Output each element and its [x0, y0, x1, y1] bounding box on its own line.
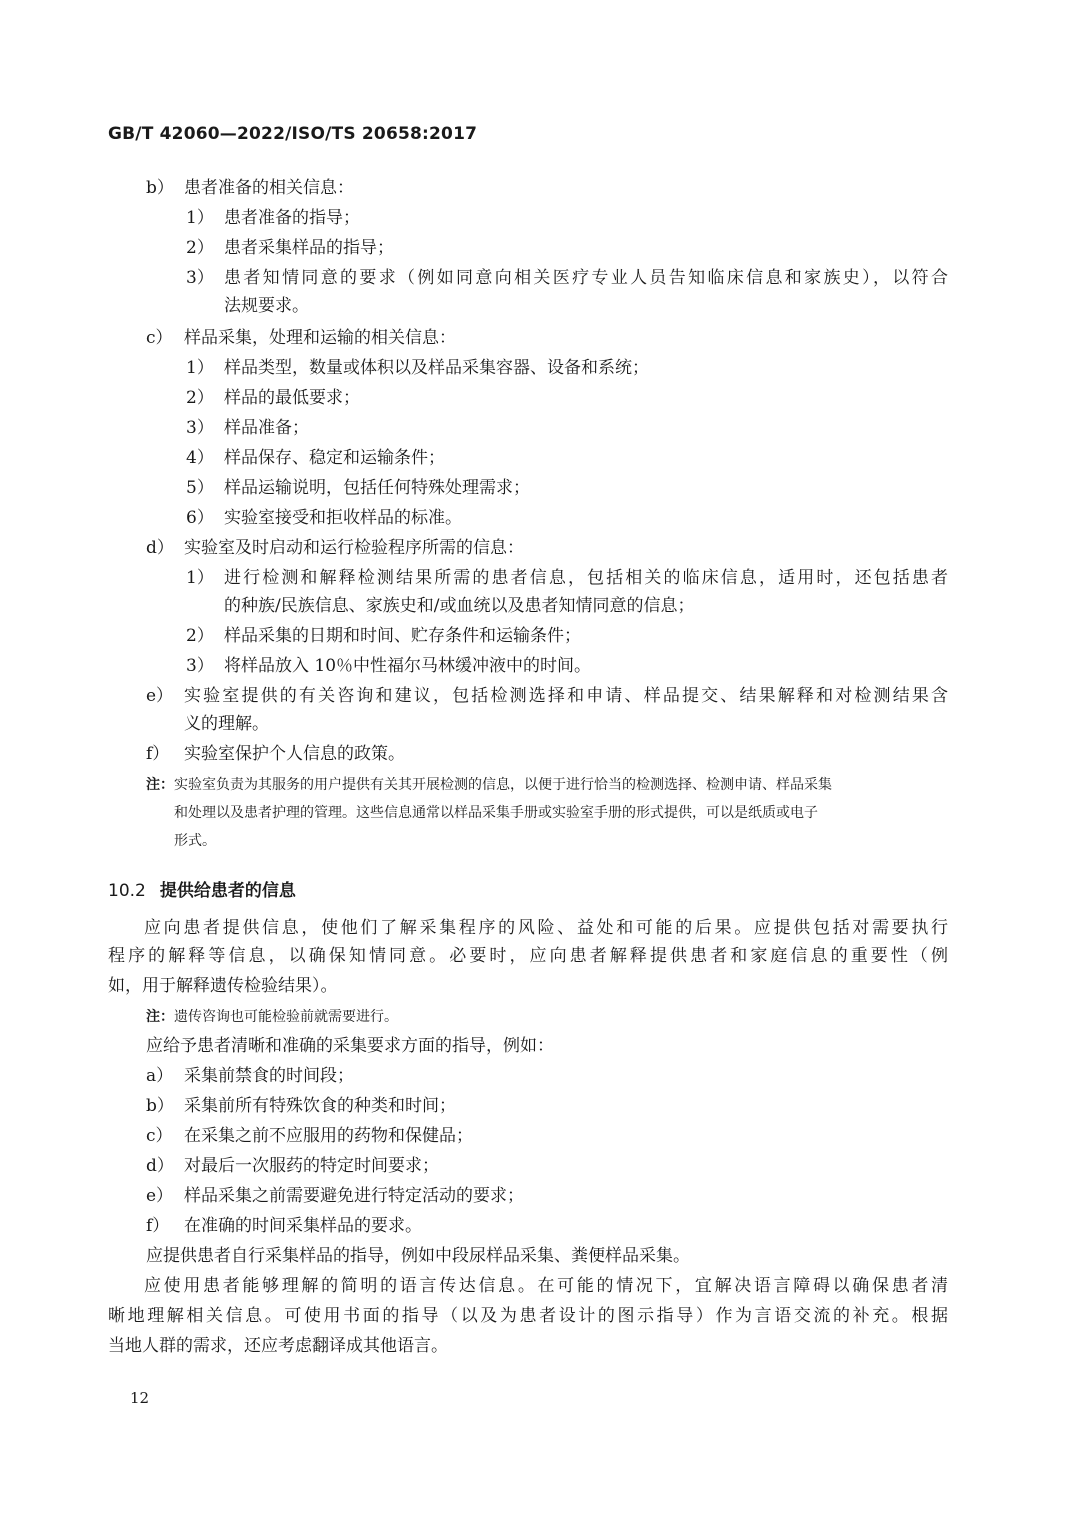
sublist-label: 1）: [186, 568, 214, 588]
paragraph-line: 程序的解释等信息，以确保知情同意。必要时，应向患者解释提供患者和家庭信息的重要性（例: [108, 946, 948, 966]
list-label: a）: [146, 1066, 174, 1086]
sublist-label: 2）: [186, 388, 214, 408]
list-item-e-continuation: 义的理解。: [184, 714, 269, 734]
sublist-item: 样品的最低要求；: [224, 388, 360, 408]
sublist-label: 5）: [186, 478, 214, 498]
paragraph-line: 当地人群的需求，还应考虑翻译成其他语言。: [108, 1336, 448, 1356]
sublist-item: 样品采集的日期和时间、贮存条件和运输条件；: [224, 626, 581, 646]
sublist-item: 样品运输说明，包括任何特殊处理需求；: [224, 478, 530, 498]
sublist-item: 患者采集样品的指导；: [224, 238, 394, 258]
list-label-b: b）: [146, 178, 174, 198]
sublist-label: 6）: [186, 508, 214, 528]
list-label: b）: [146, 1096, 174, 1116]
paragraph-line: 应向患者提供信息，使他们了解采集程序的风险、益处和可能的后果。应提供包括对需要执行: [144, 918, 948, 938]
list-item: 在采集之前不应服用的药物和保健品；: [184, 1126, 473, 1146]
note-line: 和处理以及患者护理的管理。这些信息通常以样品采集手册或实验室手册的形式提供，可以是纸质或电子: [174, 805, 818, 821]
list-item: 在准确的时间采集样品的要求。: [184, 1216, 422, 1236]
list-item-e: 实验室提供的有关咨询和建议，包括检测选择和申请、样品提交、结果解释和对检测结果含: [184, 686, 948, 706]
list-label-f: f）: [146, 744, 170, 764]
sublist-item-continuation: 法规要求。: [224, 296, 309, 316]
paragraph-line: 晰地理解相关信息。可使用书面的指导（以及为患者设计的图示指导）作为言语交流的补充。根据: [108, 1306, 948, 1326]
sublist-item: 患者准备的指导；: [224, 208, 360, 228]
list-label: d）: [146, 1156, 174, 1176]
sublist-item-continuation: 的种族/民族信息、家族史和/或血统以及患者知情同意的信息；: [224, 596, 695, 616]
sublist-label: 3）: [186, 418, 214, 438]
list-item: 样品采集之前需要避免进行特定活动的要求；: [184, 1186, 524, 1206]
sublist-label: 2）: [186, 626, 214, 646]
sublist-label: 1）: [186, 358, 214, 378]
sublist-label: 4）: [186, 448, 214, 468]
note-line: 形式。: [174, 833, 216, 849]
list-label-d: d）: [146, 538, 174, 558]
list-label: e）: [146, 1186, 174, 1206]
section-heading: [108, 876, 296, 901]
paragraph-line: 应提供患者自行采集样品的指导，例如中段尿样品采集、粪便样品采集。: [146, 1246, 690, 1266]
sublist-label: 3）: [186, 656, 214, 676]
list-item: 采集前所有特殊饮食的种类和时间；: [184, 1096, 456, 1116]
list-label: f）: [146, 1216, 170, 1236]
list-title-c: 样品采集，处理和运输的相关信息：: [184, 328, 456, 348]
note-line: 实验室负责为其服务的用户提供有关其开展检测的信息，以便于进行恰当的检测选择、检测申请、样品采集: [174, 777, 832, 793]
note-block: [146, 1008, 398, 1026]
sublist-item: 将样品放入 10％中性福尔马林缓冲液中的时间。: [224, 656, 592, 676]
paragraph-line: 如，用于解释遗传检验结果）。: [108, 976, 338, 996]
sublist-item: 样品类型，数量或体积以及样品采集容器、设备和系统；: [224, 358, 649, 378]
sublist-label: 2）: [186, 238, 214, 258]
note-line: 遗传咨询也可能检验前就需要进行。: [174, 1009, 398, 1025]
sublist-item: 样品准备；: [224, 418, 309, 438]
list-label-c: c）: [146, 328, 173, 348]
sublist-item: 样品保存、稳定和运输条件；: [224, 448, 445, 468]
sublist-item: 患者知情同意的要求（例如同意向相关医疗专业人员告知临床信息和家族史），以符合: [224, 268, 948, 288]
list-label-e: e）: [146, 686, 174, 706]
note-prefix: 注：: [146, 777, 174, 793]
sublist-label: 3）: [186, 268, 214, 288]
list-title-b: 患者准备的相关信息：: [184, 178, 354, 198]
sublist-item: 进行检测和解释检测结果所需的患者信息，包括相关的临床信息，适用时，还包括患者: [224, 568, 948, 588]
list-item: 采集前禁食的时间段；: [184, 1066, 354, 1086]
section-title: 提供给患者的信息: [159, 881, 296, 901]
list-item-f: 实验室保护个人信息的政策。: [184, 744, 405, 764]
page-number: 12: [130, 1389, 150, 1407]
list-item: 对最后一次服药的特定时间要求；: [184, 1156, 439, 1176]
section-number: 10.2: [108, 881, 146, 901]
sublist-item: 实验室接受和拒收样品的标准。: [224, 508, 462, 528]
paragraph-line: 应使用患者能够理解的简明的语言传达信息。在可能的情况下，宜解决语言障碍以确保患者清: [144, 1276, 948, 1296]
list-title-d: 实验室及时启动和运行检验程序所需的信息：: [184, 538, 524, 558]
paragraph-line: 应给予患者清晰和准确的采集要求方面的指导，例如：: [146, 1036, 554, 1056]
standard-header: GB/T 42060—2022/ISO/TS 20658:2017: [108, 124, 478, 144]
sublist-label: 1）: [186, 208, 214, 228]
list-label: c）: [146, 1126, 173, 1146]
note-prefix: 注：: [146, 1009, 174, 1025]
note-block: [146, 776, 832, 794]
